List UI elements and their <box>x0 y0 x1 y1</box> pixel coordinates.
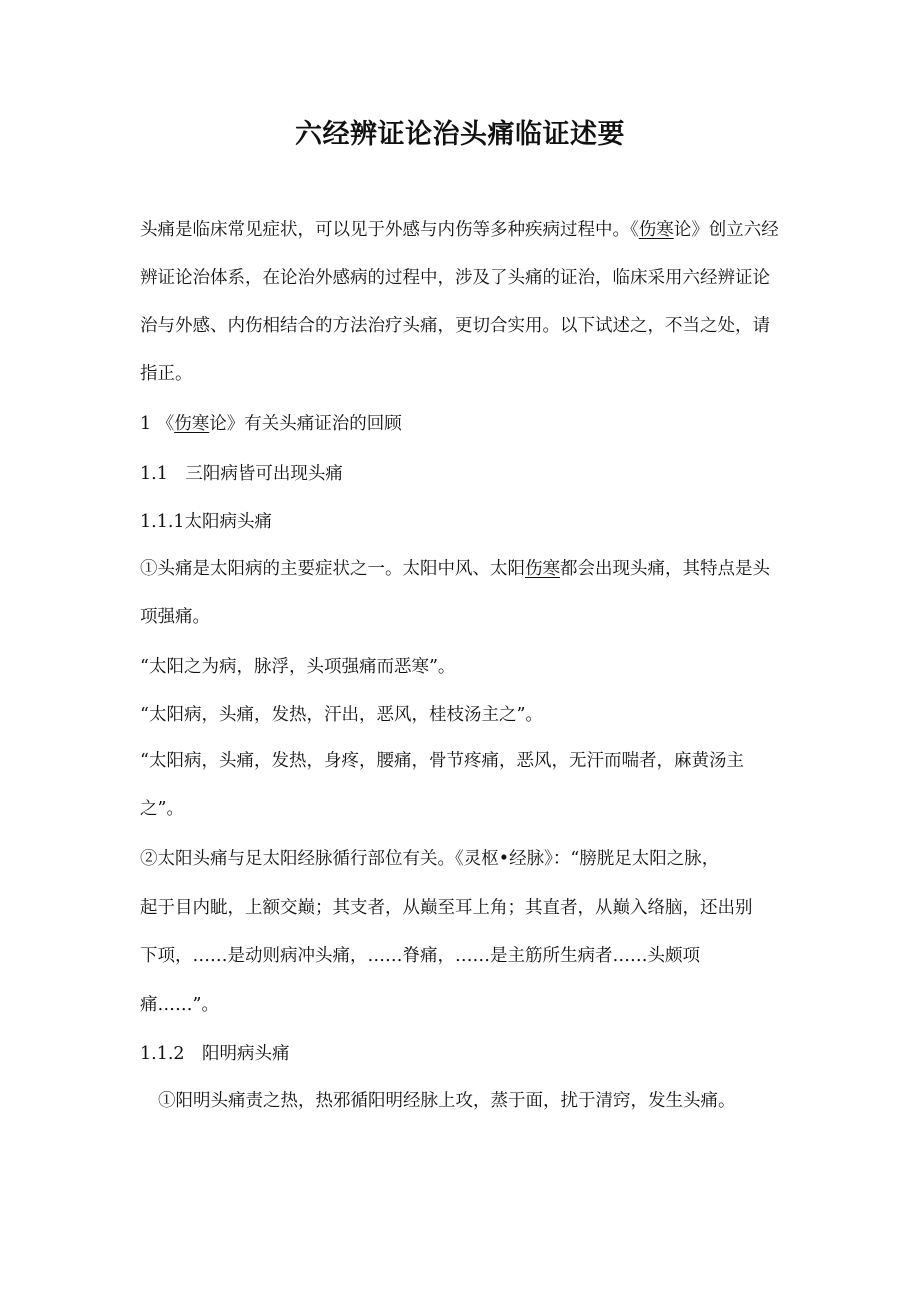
section-heading-1-1-2: 1.1.2 阳明病头痛 <box>140 1044 290 1064</box>
intro-text-part2: 论》创立六经辨证论治体系，在论治外感病的过程中，涉及了头痛的证治，临床采用六经辨证论治与外感、内伤相结合的方法治疗头痛，更切合实用。以下试述之，不当之处，请指正。 <box>140 220 779 384</box>
heading1-part1: 1 《 <box>140 414 175 434</box>
shanghan-link[interactable]: 伤寒 <box>638 220 674 240</box>
paragraph-2-line-3: 下项，……是动则病冲头痛，……脊痛，……是主筋所生病者……头颇项 <box>140 946 700 966</box>
quote-3: “太阳病，头痛，发热，身疼，腰痛，骨节疼痛，恶风，无汗而喘者，麻黄汤主之”。 <box>140 751 744 819</box>
heading1-part2: 论》有关头痛证治的回顾 <box>209 414 402 434</box>
paragraph-1 <box>140 545 785 641</box>
paragraph-2-line-2: 起于目内眦，上额交巅；其支者，从巅至耳上角；其直者，从巅入络脑，还出别 <box>140 898 753 918</box>
quote-2: “太阳病，头痛，发热，汗出，恶风，桂枝汤主之”。 <box>140 705 543 725</box>
shanghan-link[interactable]: 伤寒 <box>525 559 560 579</box>
document-title: 六经辨证论治头痛临证述要 <box>295 119 625 150</box>
paragraph-2-line-4: 痛……”。 <box>140 995 219 1015</box>
p1-part1: ①头痛是太阳病的主要症状之一。太阳中风、太阳 <box>140 559 525 579</box>
quote-1: “太阳之为病，脉浮，头项强痛而恶寒”。 <box>140 657 456 677</box>
p1-part2: 都会出现头痛，其特点是头项强痛。 <box>140 559 770 627</box>
shanghan-link[interactable]: 伤寒 <box>174 414 210 434</box>
intro-text-part1: 头痛是临床常见症状，可以见于外感与内伤等多种疾病过程中。《 <box>140 220 639 240</box>
intro-paragraph <box>140 206 785 398</box>
paragraph-3: ①阳明头痛责之热，热邪循阳明经脉上攻，蒸于面，扰于清窍，发生头痛。 <box>158 1091 736 1111</box>
paragraph-2-line-1: ②太阳头痛与足太阳经脉循行部位有关。《灵枢•经脉》：“膀胱足太阳之脉， <box>140 849 720 869</box>
section-heading-1-1: 1.1 三阳病皆可出现头痛 <box>140 464 343 484</box>
section-heading-1-1-1: 1.1.1太阳病头痛 <box>140 512 273 532</box>
section-heading-1 <box>140 412 402 436</box>
